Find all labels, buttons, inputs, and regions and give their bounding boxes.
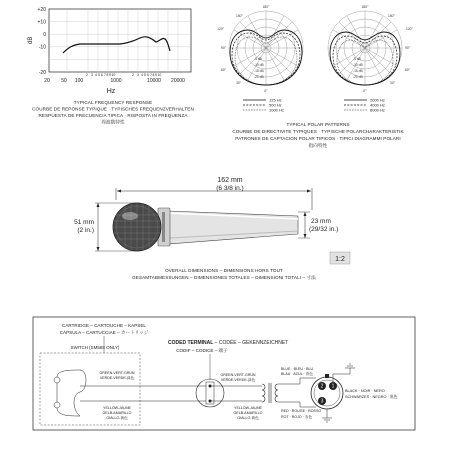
angle-label: 180° [361, 5, 369, 9]
head-in-label: (2 in.) [77, 227, 94, 234]
tail-mm-label: 23 mm [311, 218, 331, 225]
wire-label-red: RED · ROUGE · ROSSO [281, 409, 322, 413]
x-tick-label: 20 [44, 78, 50, 84]
y-tick-label: +20 [37, 7, 46, 13]
chassis-ground-icon [322, 418, 332, 422]
minor-tick-label: 5 [98, 73, 100, 77]
y-axis-unit: dB [28, 36, 34, 44]
frequency-response-chart [28, 7, 194, 126]
y-tick-label: 0 [43, 32, 46, 38]
dimensions-drawing [74, 177, 350, 281]
ring-label: -20 dB [353, 75, 363, 79]
ring-label: -5 dB [254, 57, 262, 61]
minor-tick-label: 6 [101, 73, 103, 77]
frequency-response-curve [63, 37, 170, 53]
minor-tick-label: 3 [91, 73, 93, 77]
minor-tick-label: 7 [150, 73, 152, 77]
dims-caption-line: OVERALL DIMENSIONS – DIMENSIONS HORS TOUT [165, 268, 283, 273]
minor-tick-label: 9 [155, 73, 157, 77]
freq-caption-line: 周波数特性 [101, 119, 125, 125]
x-tick-label: 50 [61, 78, 67, 84]
minor-tick-label: 2 [132, 73, 134, 77]
wire-label-yellow: GIALLO-黄色 [237, 416, 259, 420]
pin-number: 1 [331, 383, 335, 390]
angle-label: 120° [406, 27, 413, 31]
legend-label: 8000 Hz [370, 107, 385, 113]
coded-terminal-subtitle: CODIF – CODICE – 端子 [176, 348, 228, 353]
ring-label: -15 dB [254, 69, 264, 73]
legend-label: 1000 Hz [269, 107, 284, 113]
angle-label: 0° [363, 89, 367, 93]
wire-label-green: VERDE-VERDE-緑色 [99, 376, 135, 380]
legend-label: 500 Hz [269, 102, 282, 108]
y-tick-label: -20 [38, 70, 46, 76]
length-mm-label: 162 mm [217, 177, 243, 184]
scale-label: 1:2 [335, 256, 345, 263]
x-axis-unit: Hz [106, 88, 116, 95]
ring-label: -10 dB [254, 63, 264, 67]
wire-label-green: GREEN-VERT-GRUN [99, 371, 135, 375]
wiring-diagram [33, 317, 415, 430]
freq-caption-line: COURBE DE REPONSE TYPIQUE · TYPISCHES FREQUENZVERHALTEN [32, 106, 194, 112]
minor-tick-label: 2 [86, 73, 88, 77]
legend-label: 125 Hz [269, 97, 282, 103]
ring-label: -15 dB [353, 69, 363, 73]
wire-label-green: VERDE-VERDE-緑色 [220, 378, 256, 382]
dims-caption-line: GESAMTABMESSUNGEN – DIMENSIONES TOTALES – DIMENSIONI TOTALI – 寸法 [132, 275, 316, 280]
angle-label: 90° [405, 46, 410, 50]
ring-label: -20 dB [254, 75, 264, 79]
minor-tick-label: 6 [147, 73, 149, 77]
minor-tick-label: 8 [106, 73, 109, 77]
wire-label-yellow: YELLOW-JAUNE [234, 406, 262, 410]
minor-tick-label: 9 [109, 73, 111, 77]
polar-caption-line: COURBE DE DIRECTIVITE TYPIQUES · TYPISCHE POLARCHARAKTERISTIK [232, 129, 404, 134]
polar-caption-line: TYPICAL POLAR PATTERNS [286, 122, 350, 127]
switch-label: SWITCH (SM58S ONLY) [70, 345, 120, 350]
minor-tick-label: 10 [157, 73, 162, 77]
freq-plot-frame [49, 9, 191, 72]
ring-label: -5 dB [353, 57, 361, 61]
x-tick-label: 100 [74, 78, 84, 84]
angle-label: 150° [388, 14, 395, 18]
y-tick-label: -10 [38, 44, 46, 51]
cartridge-label: CARTRIDGE – CARTOUCHE – KAPSEL [62, 323, 146, 328]
wire-label-blue: BLUE · BLEU · BLU [281, 367, 314, 371]
x-tick-label: 20000 [171, 78, 185, 84]
polar-caption-line: 指向特性 [308, 143, 328, 148]
legend-label: 2000 Hz [370, 97, 385, 103]
angle-label: 120° [217, 27, 224, 31]
angle-label: 30° [236, 81, 241, 85]
wire-label-black: BLACK · NOIR · NERO [345, 389, 385, 393]
wire-label-yellow: GELB-AMARILLO [102, 411, 132, 415]
angle-label: 150° [236, 14, 243, 18]
wire-label-yellow: YELLOW-JAUNE [103, 406, 131, 410]
ground-icon [345, 364, 355, 368]
wire-label-yellow: GELB-AMARILLO [233, 411, 263, 415]
polar-pattern-right [328, 5, 414, 93]
minor-tick-label: 10 [111, 73, 116, 77]
angle-label: 30° [390, 81, 395, 85]
polar-legend-left [243, 98, 284, 113]
length-in-label: (6 3/8 in.) [216, 185, 244, 192]
minor-tick-label: 4 [95, 73, 97, 77]
x-tick-label: 10000 [147, 78, 161, 84]
pin-number: 3 [320, 398, 324, 405]
tail-in-label: (29/32 in.) [309, 226, 339, 233]
wire-label-green: GREEN-VERT-GRUN [220, 373, 256, 377]
minor-tick-label: 4 [141, 73, 143, 77]
angle-label: 180° [262, 5, 270, 9]
transformer-symbol [262, 383, 278, 403]
switch-contact [54, 402, 60, 408]
polar-pattern-left [217, 5, 303, 93]
x-tick-label: 1000 [110, 78, 122, 84]
wire-label-red: ROT · ROJO · 赤色 [281, 415, 313, 419]
wire-label-blue: BLAU · AZUL · 青色 [281, 372, 313, 376]
microphone-illustration [113, 203, 298, 251]
angle-label: 60° [221, 68, 226, 72]
pin-number: 2 [320, 383, 324, 390]
switch-contact [54, 377, 60, 383]
minor-tick-label: 3 [137, 73, 139, 77]
cartridge-label: CÁPSULA – CARTUCCIAE – カートリッジ [59, 330, 149, 335]
polar-caption [232, 122, 404, 149]
minor-tick-label: 8 [152, 73, 155, 77]
xlr-connector [311, 374, 343, 409]
angle-label: 0° [264, 89, 268, 93]
minor-tick-label: 7 [104, 73, 106, 77]
minor-tick-label: 5 [144, 73, 146, 77]
freq-caption-line: RESPUESTA DE FRECUENCIA TIPICA · RISPOSTA IN FREQUENZA [38, 113, 188, 118]
wire-label-yellow: GIALLO-黄色 [106, 416, 128, 420]
angle-label: 90° [221, 46, 226, 50]
angle-label: 60° [405, 68, 410, 72]
wire-label-black: SCHWARZES · NEGRO · 黒色 [345, 395, 398, 399]
legend-label: 4000 Hz [370, 102, 385, 108]
polar-caption-line: PATRONES DE CAPTACION POLAR TIPICOS · TIPICI DIAGRAMMI POLARI [235, 136, 401, 141]
ring-label: -10 dB [353, 63, 363, 67]
head-mm-label: 51 mm [74, 219, 94, 226]
y-tick-label: +10 [37, 19, 46, 26]
freq-caption-line: TYPICAL FREQUENCY RESPONSE [73, 100, 153, 105]
polar-legend-right [344, 98, 385, 113]
coded-terminal-title: CODED TERMINAL – CODÉE – GEKENNZEICHNET [168, 340, 289, 346]
